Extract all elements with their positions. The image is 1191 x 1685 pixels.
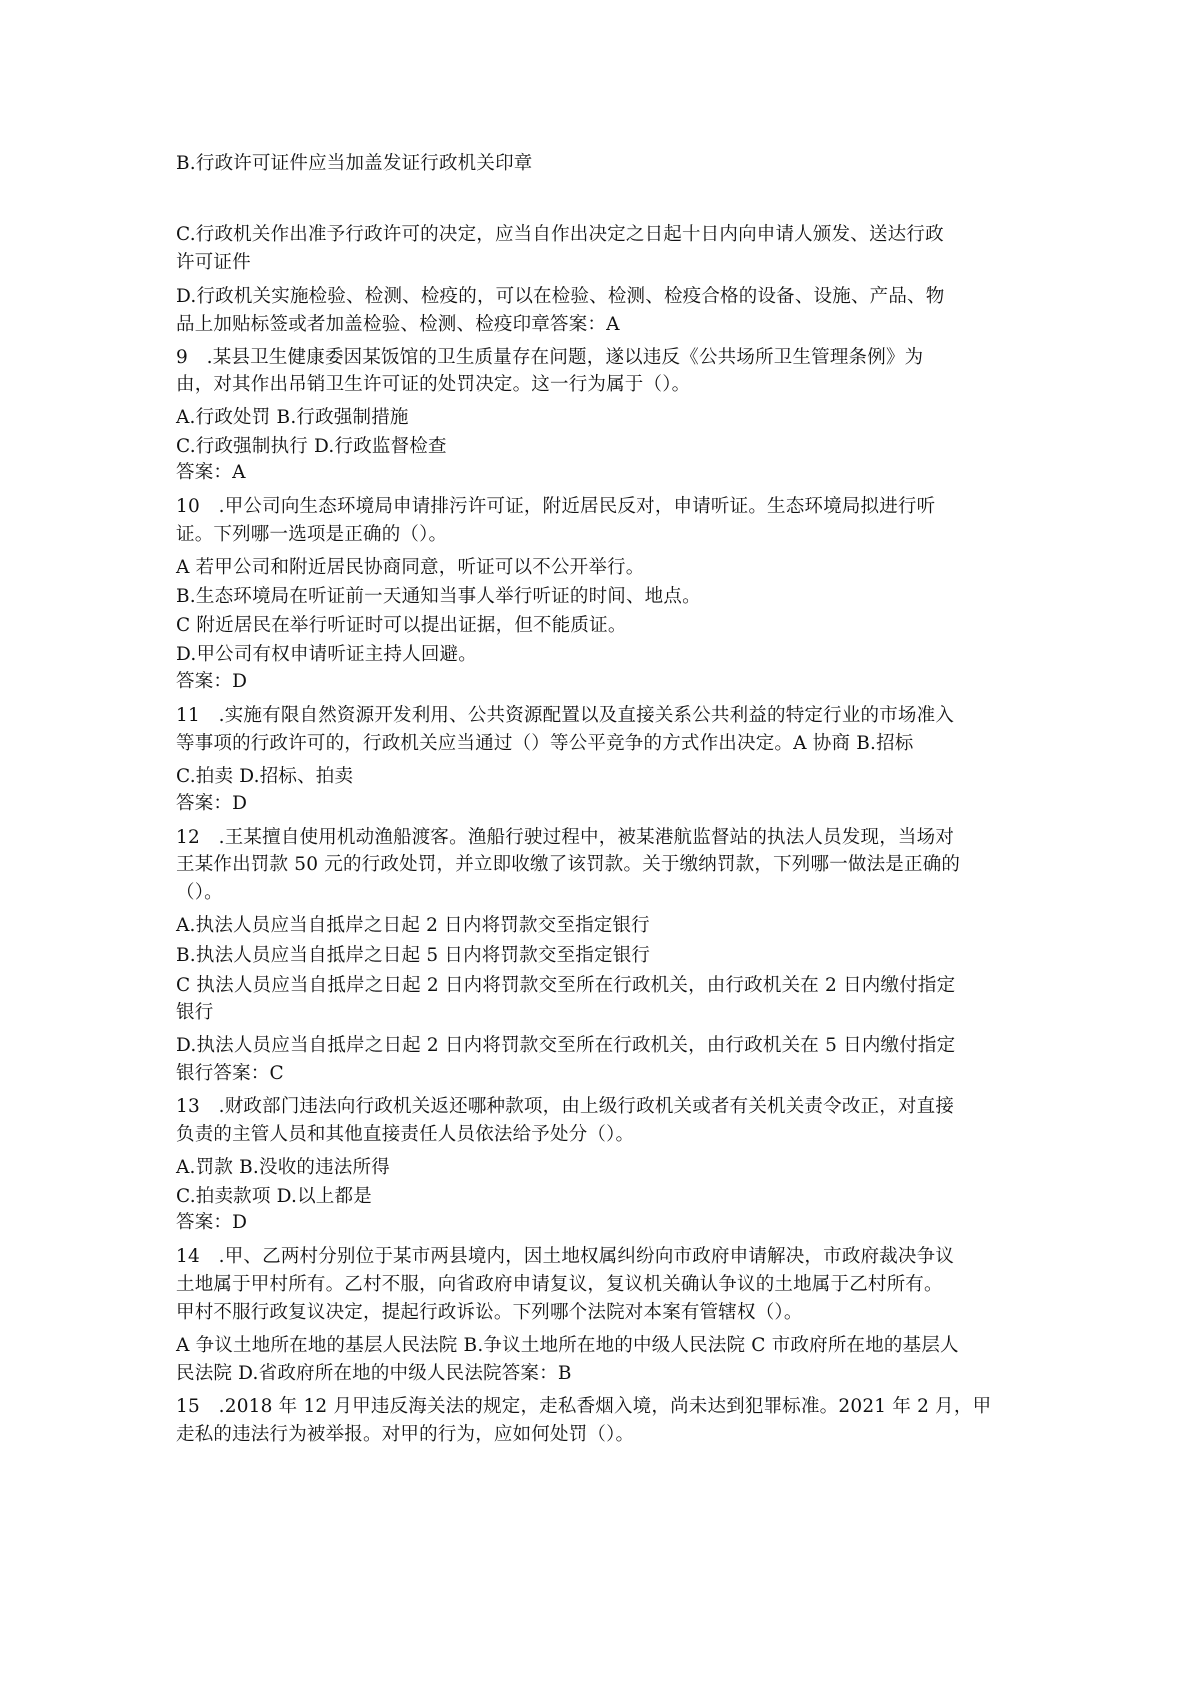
text-line: （）。 (176, 882, 223, 903)
text-line: 许可证件 (176, 252, 251, 273)
option-line: C 执法人员应当自抵岸之日起 2 日内将罚款交至所在行政机关，由行政机关在 2 日内缴付指定 (176, 975, 956, 996)
text-line: 王某作出罚款 50 元的行政处罚，并立即收缴了该罚款。关于缴纳罚款，下列哪一做法是正确的 (176, 854, 961, 875)
option-line: C.行政强制执行 D.行政监督检查 (176, 436, 447, 457)
option-line: A 争议土地所在地的基层人民法院 B.争议土地所在地的中级人民法院 C 市政府所在地的基层人 (176, 1335, 959, 1356)
option-line: A.行政处罚 B.行政强制措施 (176, 407, 409, 428)
text-line: 民法院 D.省政府所在地的中级人民法院答案：B (176, 1363, 572, 1384)
text-line: 甲村不服行政复议决定，提起行政诉讼。下列哪个法院对本案有管辖权（）。 (176, 1302, 803, 1323)
option-line: D.甲公司有权申请听证主持人回避。 (176, 644, 477, 665)
answer-line: 答案：A (176, 462, 246, 483)
text-line: 走私的违法行为被举报。对甲的行为，应如何处罚（）。 (176, 1424, 635, 1445)
option-line: A 若甲公司和附近居民协商同意，听证可以不公开举行。 (176, 557, 645, 578)
question-15: 15 .2018 年 12 月甲违反海关法的规定，走私香烟入境，尚未达到犯罪标准。2021 年 2 月，甲 (176, 1396, 992, 1417)
option-line: B.生态环境局在听证前一天通知当事人举行听证的时间、地点。 (176, 586, 701, 607)
text-line: C.行政机关作出准予行政许可的决定，应当自作出决定之日起十日内向申请人颁发、送达行政 (176, 224, 944, 245)
answer-line: 答案：D (176, 671, 248, 692)
option-line: C.拍卖 D.招标、拍卖 (176, 766, 354, 787)
question-9: 9 .某县卫生健康委因某饭馆的卫生质量存在问题，遂以违反《公共场所卫生管理条例》为 (176, 347, 924, 368)
text-line: 负责的主管人员和其他直接责任人员依法给予处分（）。 (176, 1124, 635, 1145)
answer-line: 银行答案：C (176, 1063, 284, 1084)
question-14: 14 .甲、乙两村分别位于某市两县境内，因土地权属纠纷向市政府申请解决，市政府裁决争议 (176, 1246, 955, 1267)
option-line: C.拍卖款项 D.以上都是 (176, 1186, 372, 1207)
text-line: 土地属于甲村所有。乙村不服，向省政府申请复议，复议机关确认争议的土地属于乙村所有。 (176, 1274, 943, 1295)
text-line: 由，对其作出吊销卫生许可证的处罚决定。这一行为属于（）。 (176, 374, 691, 395)
answer-line: 答案：D (176, 793, 248, 814)
question-10: 10 .甲公司向生态环境局申请排污许可证，附近居民反对，申请听证。生态环境局拟进行听 (176, 496, 936, 517)
text-line: B.行政许可证件应当加盖发证行政机关印章 (176, 153, 533, 174)
text-line: 品上加贴标签或者加盖检验、检测、检疫印章答案：A (176, 314, 620, 335)
question-11: 11 .实施有限自然资源开发利用、公共资源配置以及直接关系公共利益的特定行业的市场准入 (176, 705, 955, 726)
question-12: 12 .王某擅自使用机动渔船渡客。渔船行驶过程中，被某港航监督站的执法人员发现，当场对 (176, 827, 955, 848)
option-line: D.执法人员应当自抵岸之日起 2 日内将罚款交至所在行政机关，由行政机关在 5 日内缴付指定 (176, 1035, 956, 1056)
option-line: B.执法人员应当自抵岸之日起 5 日内将罚款交至指定银行 (176, 945, 651, 966)
text-line: 等事项的行政许可的，行政机关应当通过（）等公平竞争的方式作出决定。A 协商 B.招标 (176, 733, 914, 754)
option-line: A.执法人员应当自抵岸之日起 2 日内将罚款交至指定银行 (176, 915, 650, 936)
option-line: C 附近居民在举行听证时可以提出证据，但不能质证。 (176, 615, 627, 636)
text-line: 银行 (176, 1002, 214, 1023)
text-line: D.行政机关实施检验、检测、检疫的，可以在检验、检测、检疫合格的设备、设施、产品、物 (176, 286, 945, 307)
question-13: 13 .财政部门违法向行政机关返还哪种款项，由上级行政机关或者有关机关责令改正，对直接 (176, 1096, 955, 1117)
answer-line: 答案：D (176, 1212, 248, 1233)
option-line: A.罚款 B.没收的违法所得 (176, 1157, 390, 1178)
text-line: 证。下列哪一选项是正确的（）。 (176, 524, 448, 545)
